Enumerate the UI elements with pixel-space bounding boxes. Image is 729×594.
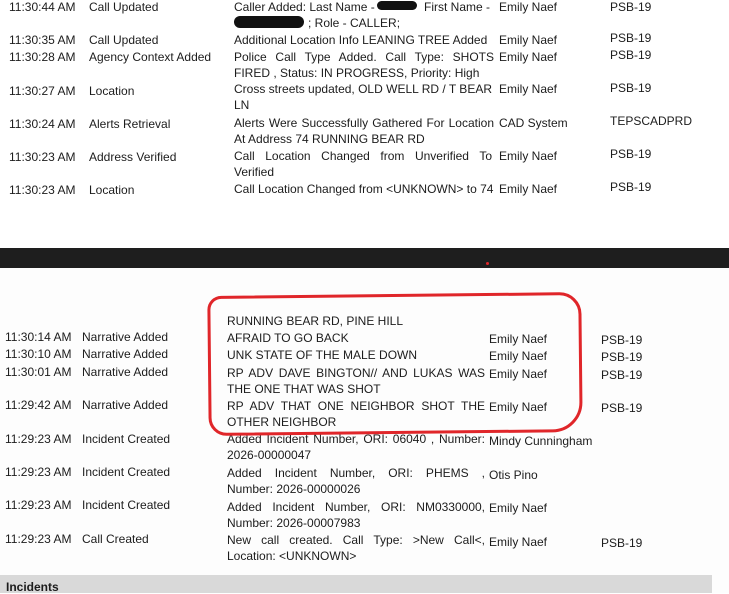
row-time: 11:30:44 AM [9, 0, 76, 14]
row-time: 11:30:27 AM [9, 84, 76, 98]
row-time: 11:29:23 AM [5, 498, 72, 512]
row-terminal: PSB-19 [610, 147, 652, 161]
annotation-circle [207, 292, 582, 436]
row-action: Location [89, 84, 135, 98]
row-user: Emily Naef [489, 367, 548, 381]
row-details: New call created. Call Type: >New Call<, Location: <UNKNOWN> [227, 533, 485, 563]
row-user: Emily Naef [499, 0, 558, 14]
row-action: Location [89, 183, 135, 197]
row-action: Alerts Retrieval [89, 117, 171, 131]
row-terminal: PSB-19 [601, 368, 643, 382]
row-details: Added Incident Number, ORI: PHEMS , Number: 2026-00000026 [227, 466, 485, 496]
row-time: 11:30:14 AM [5, 330, 72, 344]
row-details: Added Incident Number, ORI: NM0330000, Number: 2026-00007983 [227, 500, 485, 530]
row-action: Call Updated [89, 33, 159, 47]
row-action: Address Verified [89, 150, 177, 164]
row-terminal: PSB-19 [610, 0, 652, 14]
row-action: Call Created [82, 532, 149, 546]
incidents-heading: Incidents [6, 580, 59, 594]
row-user: Otis Pino [489, 468, 538, 482]
row-time: 11:30:10 AM [5, 347, 72, 361]
row-user: Emily Naef [489, 535, 548, 549]
row-details: Added Incident Number, ORI: 06040 , Number: 2026-00000047 [227, 432, 485, 462]
row-user: Mindy Cunningham [489, 434, 593, 448]
row-time: 11:30:28 AM [9, 50, 76, 64]
row-details: Call Location Changed from <UNKNOWN> to 74 [234, 182, 494, 196]
redaction-mark [234, 16, 304, 28]
row-time: 11:30:01 AM [5, 365, 72, 379]
row-time: 11:30:23 AM [9, 183, 76, 197]
row-details: Alerts Were Successfully Gathered For Location At Address 74 RUNNING BEAR RD [234, 116, 494, 146]
row-details: AFRAID TO GO BACK [227, 331, 349, 345]
row-user: Emily Naef [489, 400, 548, 414]
incidents-section-header [0, 575, 712, 593]
row-terminal: PSB-19 [610, 31, 652, 45]
row-details: RP ADV THAT ONE NEIGHBOR SHOT THE OTHER NEIGHBOR [227, 399, 485, 429]
row-user: CAD System [499, 116, 568, 130]
row-action: Incident Created [82, 498, 171, 512]
row-details: Additional Location Info LEANING TREE Added [234, 33, 488, 47]
row-details-cont: First Name - [424, 0, 490, 14]
row-terminal: PSB-19 [610, 81, 652, 95]
row-time: 11:29:23 AM [5, 465, 72, 479]
row-terminal: PSB-19 [601, 401, 643, 415]
row-user: Emily Naef [489, 501, 548, 515]
row-user: Emily Naef [499, 182, 558, 196]
row-action: Call Updated [89, 0, 159, 14]
row-action: Incident Created [82, 432, 171, 446]
row-terminal: TEPSCADPRD [610, 114, 693, 128]
row-time: 11:30:23 AM [9, 150, 76, 164]
annotation-dot [486, 262, 489, 265]
row-user: Emily Naef [489, 349, 548, 363]
log-page-top [0, 0, 729, 248]
row-time: 11:29:23 AM [5, 432, 72, 446]
row-action: Narrative Added [82, 398, 169, 412]
row-details-cont: RUNNING BEAR RD, PINE HILL [227, 314, 404, 328]
row-details: UNK STATE OF THE MALE DOWN [227, 348, 418, 362]
row-action: Agency Context Added [89, 50, 212, 64]
row-user: Emily Naef [499, 33, 558, 47]
row-details-cont: ; Role - CALLER; [308, 16, 401, 30]
row-action: Narrative Added [82, 330, 169, 344]
row-terminal: PSB-19 [601, 350, 643, 364]
row-terminal: PSB-19 [610, 48, 652, 62]
row-details: Call Location Changed from Unverified To Verified [234, 149, 492, 179]
row-user: Emily Naef [499, 149, 558, 163]
row-details: RP ADV DAVE BINGTON// AND LUKAS WAS THE ONE THAT WAS SHOT [227, 366, 485, 396]
page-separator [0, 248, 729, 268]
redaction-mark [377, 1, 417, 10]
row-details: Police Call Type Added. Call Type: SHOTS FIRED , Status: IN PROGRESS, Priority: High [234, 50, 494, 80]
row-action: Narrative Added [82, 347, 169, 361]
row-action: Narrative Added [82, 365, 169, 379]
row-terminal: PSB-19 [601, 333, 643, 347]
row-action: Incident Created [82, 465, 171, 479]
row-time: 11:30:24 AM [9, 117, 76, 131]
row-terminal: PSB-19 [601, 536, 643, 550]
row-user: Emily Naef [489, 332, 548, 346]
row-time: 11:29:23 AM [5, 532, 72, 546]
row-user: Emily Naef [499, 50, 558, 64]
row-details: Caller Added: Last Name - [234, 0, 375, 14]
row-details: Cross streets updated, OLD WELL RD / T BEAR LN [234, 82, 492, 112]
row-time: 11:29:42 AM [5, 398, 72, 412]
row-user: Emily Naef [499, 82, 558, 96]
row-terminal: PSB-19 [610, 180, 652, 194]
row-time: 11:30:35 AM [9, 33, 76, 47]
